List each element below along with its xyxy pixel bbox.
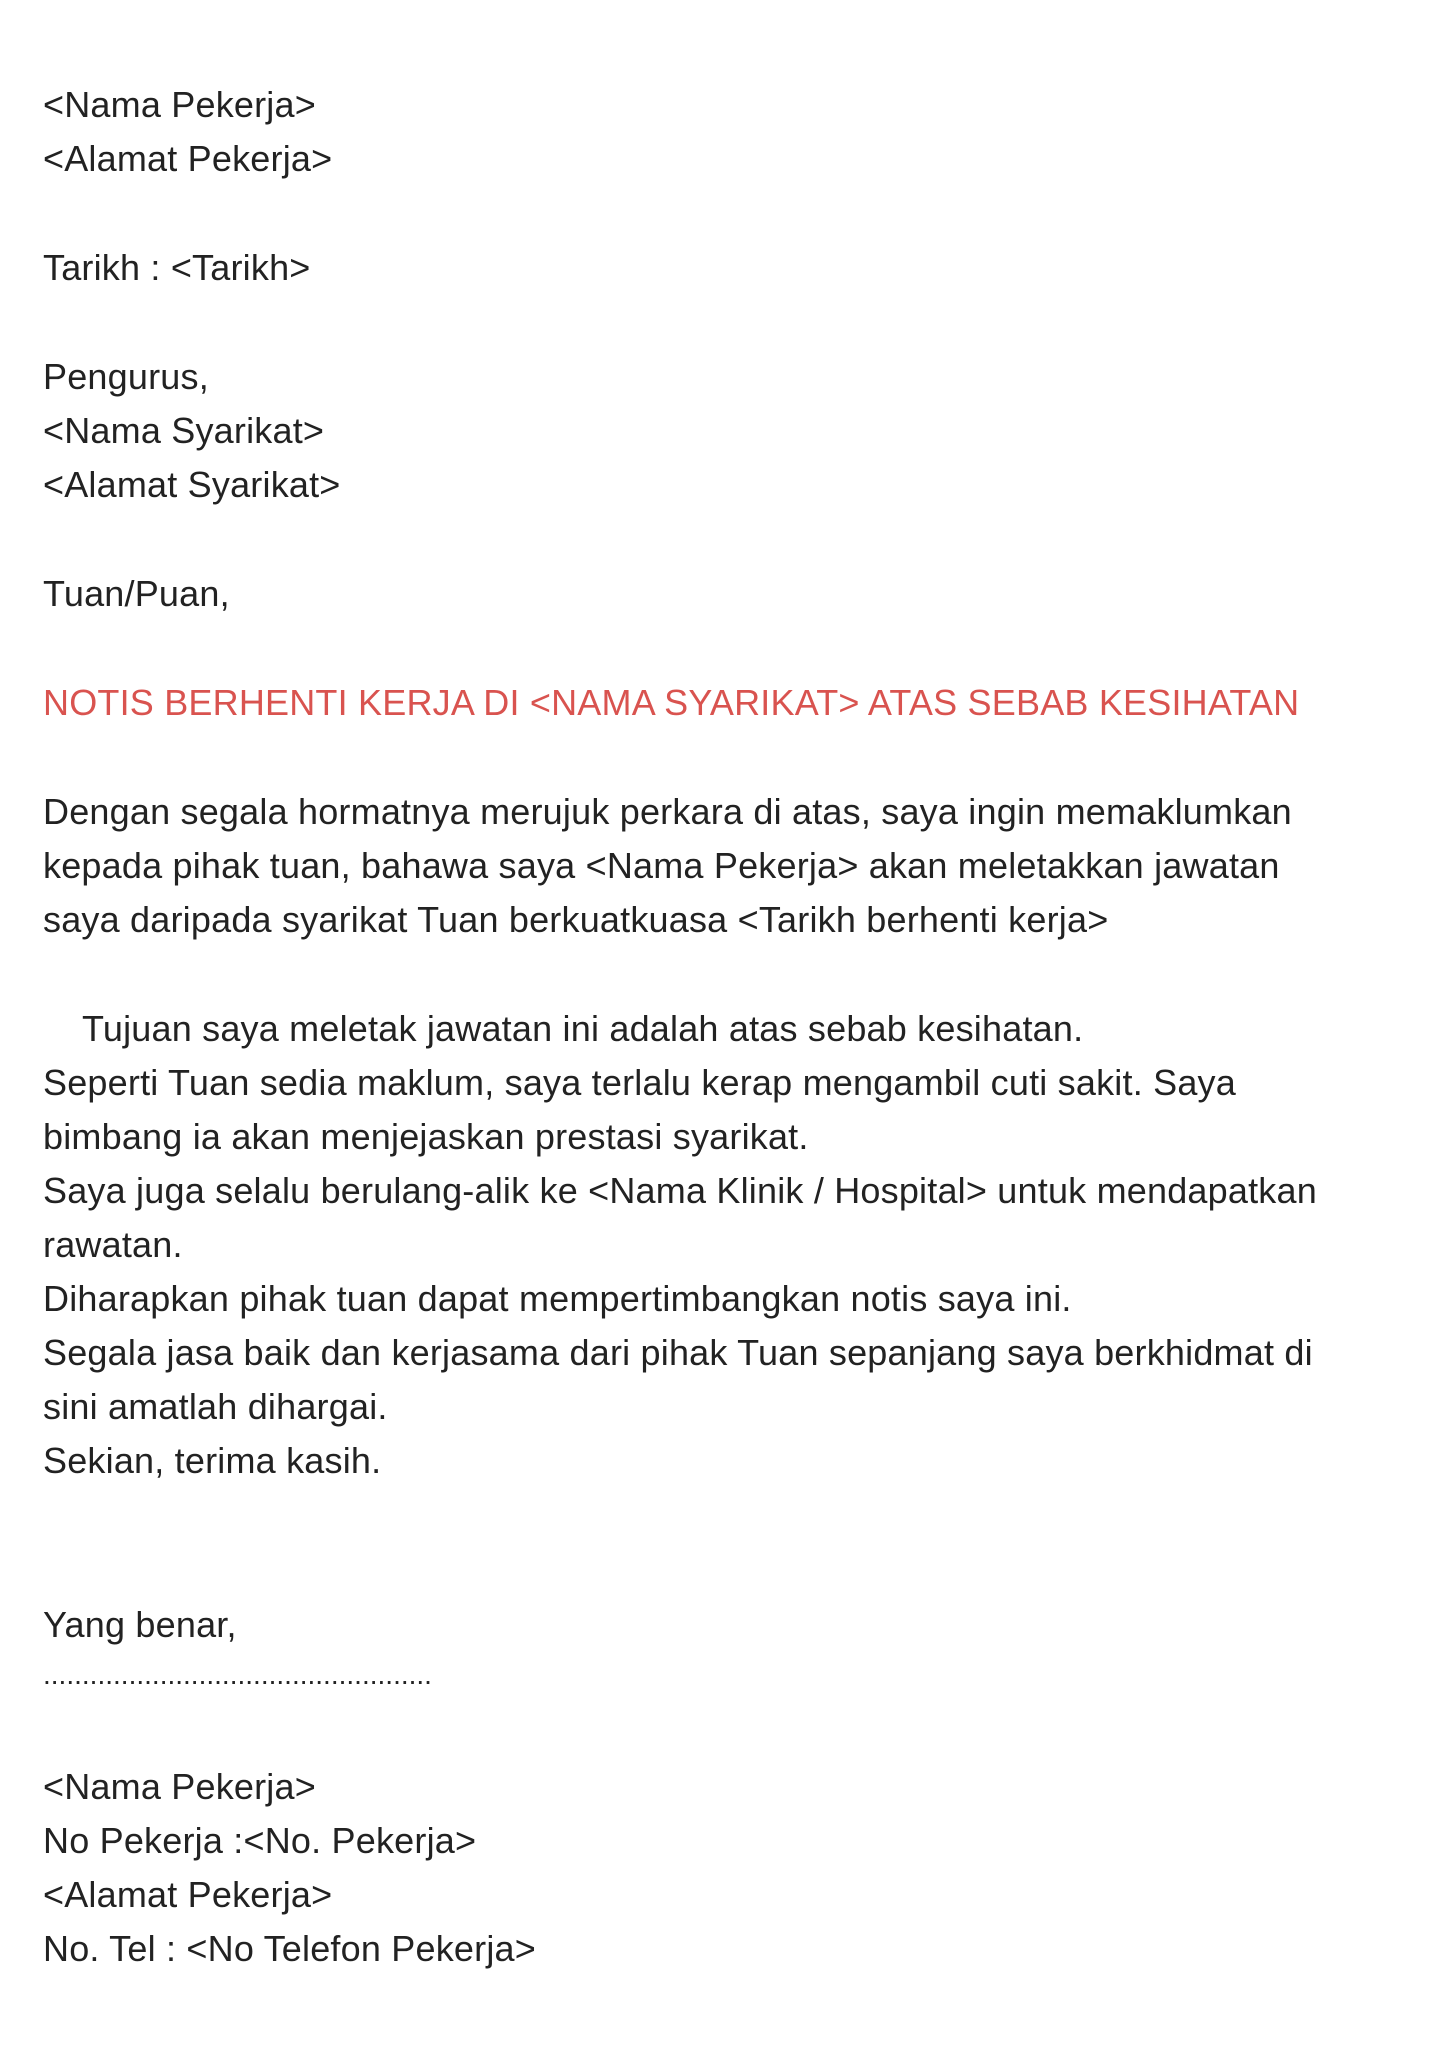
sender-name: <Nama Pekerja> [43, 84, 316, 125]
footer-phone: No. Tel : <No Telefon Pekerja> [43, 1928, 536, 1969]
date-line: Tarikh : <Tarikh> [43, 247, 311, 288]
paragraph1-line: Dengan segala hormatnya merujuk perkara di atas, saya ingin memaklumkan [43, 791, 1292, 832]
recipient-title: Pengurus, [43, 356, 209, 397]
subject-heading: NOTIS BERHENTI KERJA DI <NAMA SYARIKAT> ATAS SEBAB KESIHATAN [43, 682, 1300, 723]
paragraph2-line: sini amatlah dihargai. [43, 1386, 388, 1427]
paragraph2-line: bimbang ia akan menjejaskan prestasi syarikat. [43, 1116, 809, 1157]
footer-name: <Nama Pekerja> [43, 1766, 316, 1807]
footer-address: <Alamat Pekerja> [43, 1874, 333, 1915]
closing: Yang benar, [43, 1604, 237, 1645]
paragraph1-line: saya daripada syarikat Tuan berkuatkuasa <Tarikh berhenti kerja> [43, 899, 1109, 940]
paragraph2-line: Saya juga selalu berulang-alik ke <Nama Klinik / Hospital> untuk mendapatkan [43, 1170, 1317, 1211]
paragraph2-line: Segala jasa baik dan kerjasama dari pihak Tuan sepanjang saya berkhidmat di [43, 1332, 1313, 1373]
paragraph2-line: Diharapkan pihak tuan dapat mempertimbangkan notis saya ini. [43, 1278, 1072, 1319]
paragraph2-line: rawatan. [43, 1224, 183, 1265]
salutation: Tuan/Puan, [43, 573, 230, 614]
recipient-company: <Nama Syarikat> [43, 410, 325, 451]
footer-employee-no: No Pekerja :<No. Pekerja> [43, 1820, 477, 1861]
signature-line: .................................................. [43, 1659, 432, 1690]
recipient-address: <Alamat Syarikat> [43, 464, 341, 505]
sender-address: <Alamat Pekerja> [43, 138, 333, 179]
paragraph1-line: kepada pihak tuan, bahawa saya <Nama Pekerja> akan meletakkan jawatan [43, 845, 1280, 886]
paragraph2-line: Sekian, terima kasih. [43, 1440, 382, 1481]
paragraph2-line: Tujuan saya meletak jawatan ini adalah atas sebab kesihatan. [82, 1008, 1084, 1049]
paragraph2-line: Seperti Tuan sedia maklum, saya terlalu kerap mengambil cuti sakit. Saya [43, 1062, 1236, 1103]
